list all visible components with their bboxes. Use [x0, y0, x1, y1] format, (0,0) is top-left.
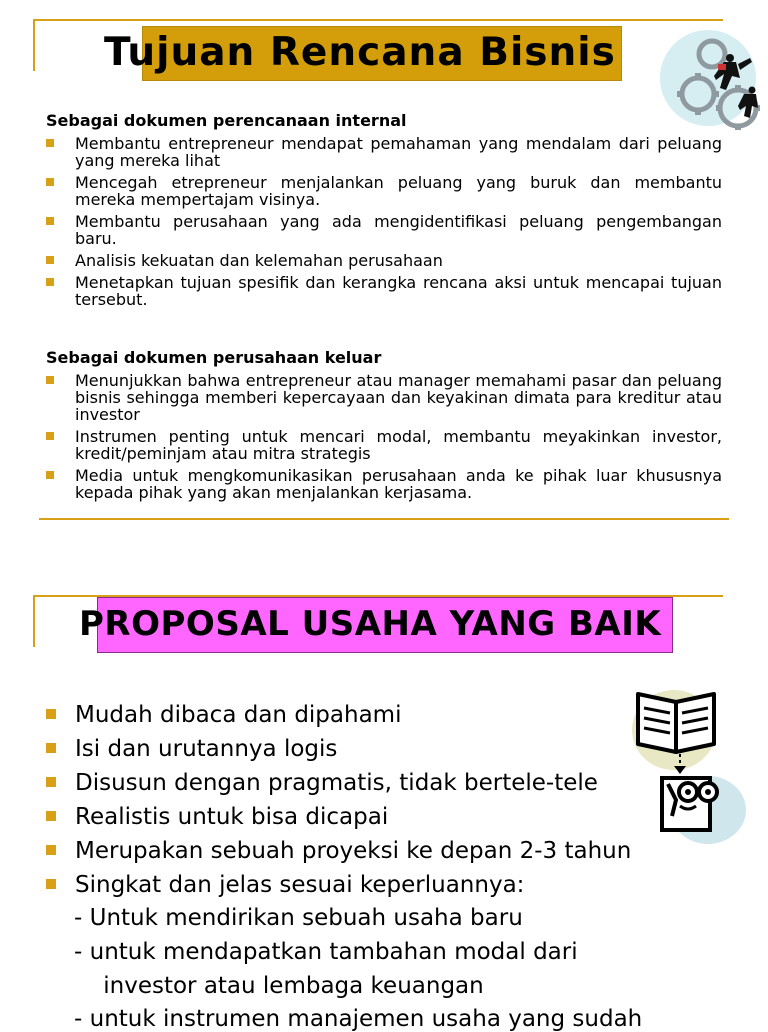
- list-item: Membantu perusahaan yang ada mengidentifikasi peluang pengembangan baru.: [46, 213, 722, 247]
- sub-list-item: - untuk instrumen manajemen usaha yang sudah: [74, 1006, 643, 1032]
- list-item: Merupakan sebuah proyeksi ke depan 2-3 tahun: [46, 834, 646, 868]
- list-item: Instrumen penting untuk mencari modal, membantu meyakinkan investor, kredit/peminjam atau mitra strategis: [46, 428, 722, 462]
- list-item: Disusun dengan pragmatis, tidak bertele-tele: [46, 766, 646, 800]
- sub-list-item: - untuk mendapatkan tambahan modal dari: [74, 939, 578, 965]
- square-bullet-icon: [46, 256, 54, 264]
- square-bullet-icon: [46, 709, 56, 719]
- square-bullet-icon: [46, 811, 56, 821]
- list-item: Membantu entrepreneur mendapat pemahaman yang mendalam dari peluang yang mereka lihat: [46, 135, 722, 169]
- square-bullet-icon: [46, 139, 54, 147]
- square-bullet-icon: [46, 777, 56, 787]
- sub-list-item: - Untuk mendirikan sebuah usaha baru: [74, 905, 523, 931]
- square-bullet-icon: [46, 879, 56, 889]
- internal-heading: Sebagai dokumen perencanaan internal: [46, 111, 407, 130]
- square-bullet-icon: [46, 432, 54, 440]
- external-heading: Sebagai dokumen perusahaan keluar: [46, 348, 382, 367]
- list-item: Media untuk mengkomunikasikan perusahaan anda ke pihak luar khususnya kepada pihak yang akan menjalankan kerjasama.: [46, 467, 722, 501]
- slide1-title: Tujuan Rencana Bisnis: [104, 30, 616, 75]
- slide1-left-rule: [33, 19, 35, 71]
- internal-list: [46, 135, 722, 313]
- square-bullet-icon: [46, 178, 54, 186]
- square-bullet-icon: [46, 217, 54, 225]
- list-item: Realistis untuk bisa dicapai: [46, 800, 646, 834]
- list-item: Mencegah etrepreneur menjalankan peluang yang buruk dan membantu mereka mempertajam visinya.: [46, 174, 722, 208]
- list-item: Singkat dan jelas sesuai keperluannya:: [46, 868, 646, 902]
- list-item: Menetapkan tujuan spesifik dan kerangka rencana aksi untuk mencapai tujuan tersebut.: [46, 274, 722, 308]
- list-item: Menunjukkan bahwa entrepreneur atau manager memahami pasar dan peluang bisnis sehingga memberi kepercayaan dan keyakinan dimata para kreditur atau investor: [46, 372, 722, 423]
- square-bullet-icon: [46, 278, 54, 286]
- open-book-reader-icon: [632, 688, 748, 844]
- slide2-title: PROPOSAL USAHA YANG BAIK: [79, 604, 662, 644]
- list-item: Isi dan urutannya logis: [46, 732, 646, 766]
- business-people-gears-icon: [660, 20, 768, 132]
- external-list: [46, 372, 722, 506]
- square-bullet-icon: [46, 845, 56, 855]
- slide1-top-rule: [33, 19, 723, 21]
- slide2-left-rule: [33, 595, 35, 647]
- proposal-list: [46, 698, 646, 902]
- square-bullet-icon: [46, 376, 54, 384]
- sub-list-item: investor atau lembaga keuangan: [74, 973, 484, 999]
- square-bullet-icon: [46, 743, 56, 753]
- square-bullet-icon: [46, 471, 54, 479]
- list-item: Analisis kekuatan dan kelemahan perusahaan: [46, 252, 722, 269]
- list-item: Mudah dibaca dan dipahami: [46, 698, 646, 732]
- slide1-bottom-rule: [39, 518, 729, 520]
